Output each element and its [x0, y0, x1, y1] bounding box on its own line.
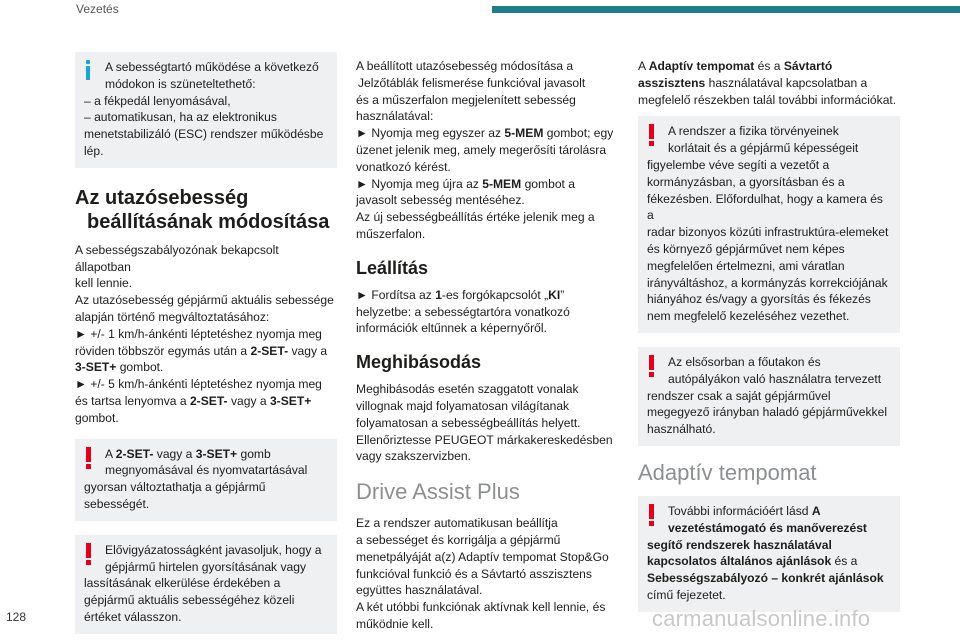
warning-box-precaution: Elővigyázatosságként javasoljuk, hogy a gépjármű hirtelen gyorsításának vagy lassításának elkerülése érdekében a gépjármű aktuális sebességéhez közeli értéket válasszon.: [75, 535, 337, 634]
section-heading-speed-change: Az utazósebesség beállításának módosítása: [75, 186, 330, 233]
section-heading-meghibasodas: Meghibásodás: [356, 352, 482, 373]
page-number: 128: [6, 610, 27, 624]
leallitas-body: ► Fordítsa az 1-es forgókapcsolót „KI” helyzetbe: a sebességtartóra vonatkozó információk eltűnnek a képernyőről.: [356, 287, 570, 336]
warning-icon: [86, 447, 91, 469]
header-accent-bar: [492, 6, 960, 13]
warning-icon: [649, 504, 654, 526]
info-box-pause-conditions: A sebességtartó működése a következő módokon is szüneteltethető: – a fékpedál lenyomásával, – automatikusan, ha az elektronikus menetstabilizáló (ESC) rendszer működésbe lép.: [75, 52, 337, 168]
warning-box-highway-use: Az elsősorban a főutakon és autópályákon való használatra tervezett rendszer csak a saját gépjárművel megegyező irányban haladó gépjárművekkel használható.: [638, 347, 900, 446]
watermark: carmanualsonline.info: [652, 606, 871, 631]
section-heading-leallitas: Leállítás: [356, 257, 429, 278]
running-header-label: Vezetés: [76, 2, 119, 16]
column-2: [356, 58, 618, 633]
info-icon: [86, 60, 90, 80]
column-1: [75, 52, 337, 640]
adaptive-reference-intro: A Adaptív tempomat és a Sávtartó asszisztens használatával kapcsolatban a megfelelő részekben talál további információkat.: [638, 59, 897, 107]
warning-icon: [86, 543, 91, 565]
column-3: [638, 58, 900, 626]
drive-assist-body: Ez a rendszer automatikusan beállítja a sebességet és korrigálja a gépjármű menetpályáját a(z) Adaptív tempomat Stop&Go funkcióval funkció és a Sávtartó asszisztens együttes használatával. A két utóbbi funkciónak aktívnak kell lennie, és működnie kell.: [356, 516, 609, 631]
section-heading-adaptive-cruise: Adaptív tempomat: [638, 459, 817, 485]
warning-box-hold-button: A 2-SET- vagy a 3-SET+ gomb megnyomásával és nyomvatartásával gyorsan változtathatja a gépjármű sebességét.: [75, 439, 337, 521]
warning-icon: [649, 355, 654, 377]
warning-box-further-info: További információért lásd A vezetéstámogató és manőverezést segítő rendszerek használatával kapcsolatos általános ajánlások és a Sebességszabályozó – konkrét ajánlások című fejezetet.: [638, 496, 900, 612]
warning-icon: [649, 124, 654, 146]
section-heading-drive-assist-plus: Drive Assist Plus: [356, 479, 520, 505]
speed-memory-intro: A beállított utazósebesség módosítása a Jelzőtáblák felismerése funkcióval javasolt és a műszerfalon megjelenített sebesség használatával: ► Nyomja meg egyszer az 5-MEM gombot; egy üzenet jelenik meg, amely megerősíti tárolásra vonatkozó kérést. ► Nyomja meg újra az 5-MEM gombot a javasolt sebesség mentéséhez. Az új sebességbeállítás értéke jelenik meg a műszerfalon.: [356, 59, 614, 241]
speed-change-body: A sebességszabályozónak bekapcsolt állapotban kell lennie. Az utazósebesség gépjármű aktuális sebessége alapján történő megváltoztatásához: ► +/- 1 km/h-ánkénti léptetéshez nyomja meg röviden többször egymás után a 2-SET- vagy a 3-SET+ gombot. ► +/- 5 km/h-ánkénti léptetéshez nyomja meg és tartsa lenyomva a 2-SET- vagy a 3-SET+ gombot.: [75, 242, 334, 425]
meghibasodas-body: Meghibásodás esetén szaggatott vonalak villognak majd folyamatosan világítanak folyamatosan a sebességbeállítás helyett. Ellenőriztesse PEUGEOT márkakereskedésben vagy szakszervizben.: [356, 382, 613, 464]
warning-box-physics-limits: A rendszer a fizika törvényeinek korlátait és a gépjármű képességeit figyelembe véve segíti a vezetőt a kormányzásban, a gyorsításban és a fékezésben. Előfordulhat, hogy a kamera és a radar bizonyos közúti infrastruktúra-elemeket és környező gépjárművet nem képes megfelelően értelmezni, ami váratlan irányváltáshoz, a kormányzás korrekciójának hiányához és/vagy a gyorsítás és fékezés nem megfelelő kezeléséhez vezethet.: [638, 116, 900, 333]
